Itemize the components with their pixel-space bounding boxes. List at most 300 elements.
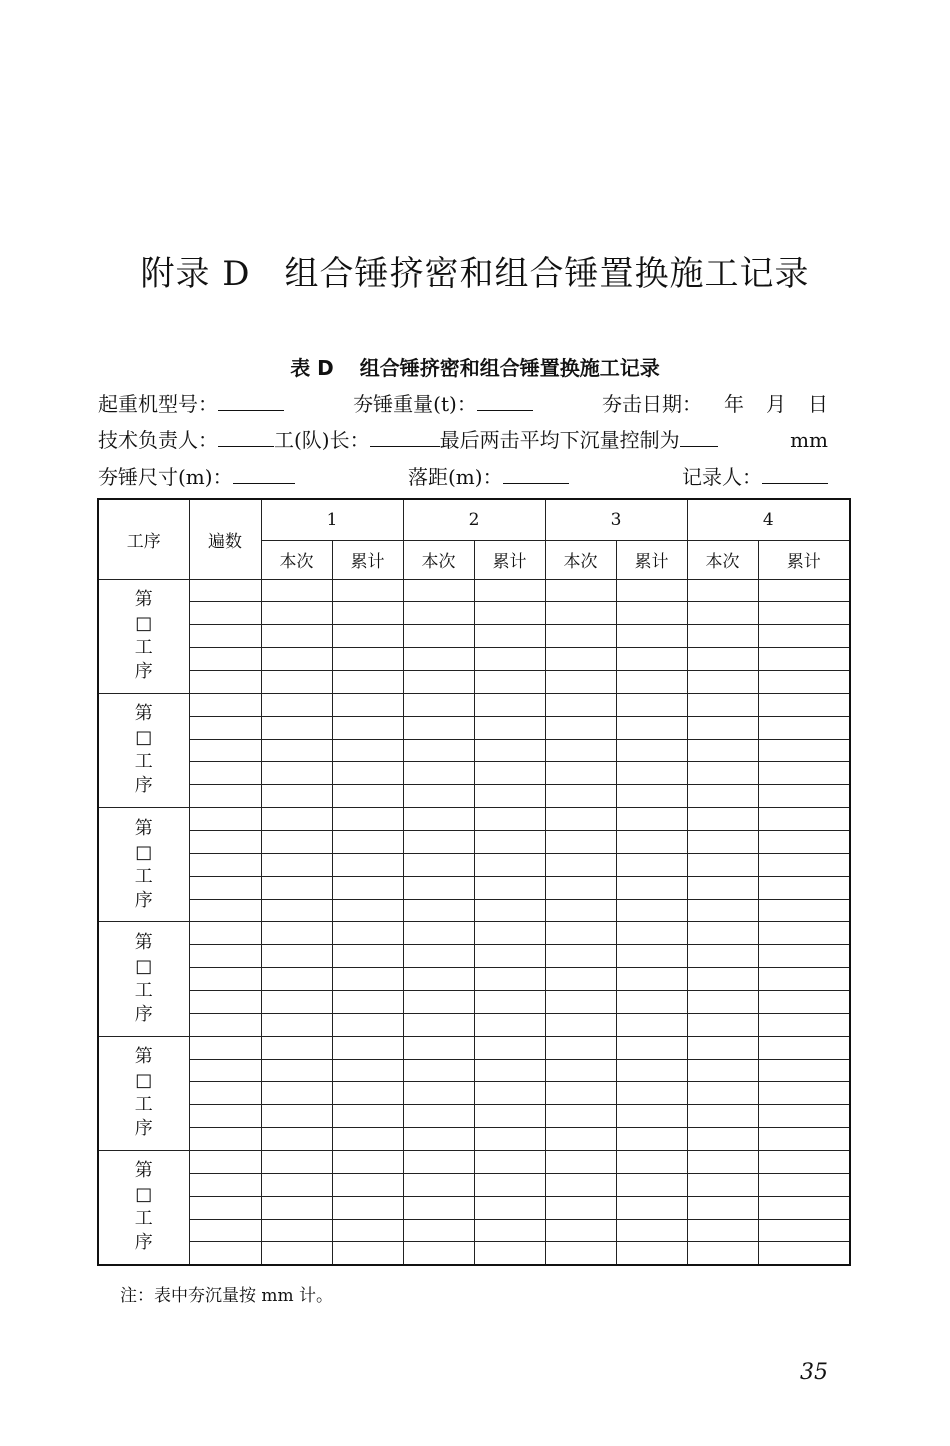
table-note: 注：表中夯沉量按 mm 计。 <box>120 1286 334 1306</box>
record-cell[interactable] <box>403 968 474 991</box>
table-row <box>98 625 850 648</box>
record-cell[interactable] <box>474 899 545 922</box>
month-label: 月 <box>766 392 786 416</box>
record-cell[interactable] <box>545 808 616 831</box>
record-cell[interactable] <box>687 922 758 945</box>
record-cell[interactable] <box>332 693 403 716</box>
record-cell[interactable] <box>758 808 850 831</box>
record-cell[interactable] <box>616 853 687 876</box>
record-cell[interactable] <box>687 762 758 785</box>
record-cell[interactable] <box>758 1013 850 1036</box>
record-cell[interactable] <box>261 1059 332 1082</box>
record-cell[interactable] <box>758 899 850 922</box>
record-cell[interactable] <box>474 670 545 693</box>
record-cell[interactable] <box>261 1013 332 1036</box>
record-cell[interactable] <box>687 739 758 762</box>
record-cell[interactable] <box>403 579 474 602</box>
record-cell[interactable] <box>474 739 545 762</box>
record-cell[interactable] <box>616 579 687 602</box>
record-cell[interactable] <box>261 739 332 762</box>
record-cell[interactable] <box>545 853 616 876</box>
record-cell[interactable] <box>332 1059 403 1082</box>
settlement-control-label: 最后两击平均下沉量控制为 <box>439 428 680 452</box>
record-cell[interactable] <box>403 785 474 808</box>
record-cell[interactable] <box>616 1173 687 1196</box>
record-cell[interactable] <box>758 739 850 762</box>
record-cell[interactable] <box>189 785 261 808</box>
recorder-blank[interactable] <box>762 482 828 484</box>
record-cell[interactable] <box>545 1059 616 1082</box>
record-cell[interactable] <box>758 1128 850 1151</box>
record-cell[interactable] <box>403 1219 474 1242</box>
record-cell[interactable] <box>687 830 758 853</box>
record-cell[interactable] <box>189 716 261 739</box>
record-cell[interactable] <box>261 670 332 693</box>
record-cell[interactable] <box>261 1196 332 1219</box>
record-cell[interactable] <box>332 579 403 602</box>
table-row <box>98 922 850 945</box>
record-cell[interactable] <box>758 1173 850 1196</box>
record-cell[interactable] <box>616 945 687 968</box>
record-cell[interactable] <box>261 1242 332 1265</box>
record-cell[interactable] <box>261 785 332 808</box>
table-row <box>98 1059 850 1082</box>
record-cell[interactable] <box>332 762 403 785</box>
record-cell[interactable] <box>474 602 545 625</box>
record-cell[interactable] <box>687 785 758 808</box>
record-cell[interactable] <box>758 830 850 853</box>
table-row <box>98 1082 850 1105</box>
record-cell[interactable] <box>189 1059 261 1082</box>
record-cell[interactable] <box>616 830 687 853</box>
record-cell[interactable] <box>332 1150 403 1173</box>
record-cell[interactable] <box>474 785 545 808</box>
record-cell[interactable] <box>474 716 545 739</box>
record-cell[interactable] <box>474 922 545 945</box>
record-cell[interactable] <box>189 602 261 625</box>
record-cell[interactable] <box>261 968 332 991</box>
record-cell[interactable] <box>545 1242 616 1265</box>
record-cell[interactable] <box>474 1059 545 1082</box>
record-cell[interactable] <box>261 1150 332 1173</box>
record-cell[interactable] <box>616 1036 687 1059</box>
record-cell[interactable] <box>687 1150 758 1173</box>
record-cell[interactable] <box>403 762 474 785</box>
record-cell[interactable] <box>474 1128 545 1151</box>
record-cell[interactable] <box>545 1173 616 1196</box>
record-cell[interactable] <box>261 808 332 831</box>
record-cell[interactable] <box>687 1059 758 1082</box>
record-cell[interactable] <box>616 739 687 762</box>
record-cell[interactable] <box>474 876 545 899</box>
record-cell[interactable] <box>758 670 850 693</box>
record-cell[interactable] <box>403 1013 474 1036</box>
record-cell[interactable] <box>474 808 545 831</box>
record-cell[interactable] <box>545 762 616 785</box>
record-cell[interactable] <box>189 693 261 716</box>
record-cell[interactable] <box>545 968 616 991</box>
record-cell[interactable] <box>687 1196 758 1219</box>
record-cell[interactable] <box>474 968 545 991</box>
record-cell[interactable] <box>687 968 758 991</box>
record-cell[interactable] <box>189 739 261 762</box>
record-cell[interactable] <box>687 899 758 922</box>
record-cell[interactable] <box>189 830 261 853</box>
record-cell[interactable] <box>758 716 850 739</box>
record-cell[interactable] <box>545 876 616 899</box>
record-cell[interactable] <box>474 990 545 1013</box>
record-cell[interactable] <box>545 1128 616 1151</box>
record-cell[interactable] <box>687 1242 758 1265</box>
record-cell[interactable] <box>545 739 616 762</box>
record-cell[interactable] <box>189 1173 261 1196</box>
record-cell[interactable] <box>332 670 403 693</box>
record-cell[interactable] <box>332 602 403 625</box>
record-cell[interactable] <box>261 945 332 968</box>
record-cell[interactable] <box>687 990 758 1013</box>
record-cell[interactable] <box>261 648 332 671</box>
stage-label-char: 第 <box>134 932 153 954</box>
record-cell[interactable] <box>687 716 758 739</box>
record-cell[interactable] <box>616 1082 687 1105</box>
record-cell[interactable] <box>261 693 332 716</box>
record-cell[interactable] <box>758 945 850 968</box>
record-cell[interactable] <box>474 648 545 671</box>
record-cell[interactable] <box>687 876 758 899</box>
record-cell[interactable] <box>403 808 474 831</box>
record-cell[interactable] <box>545 1082 616 1105</box>
record-cell[interactable] <box>189 990 261 1013</box>
record-cell[interactable] <box>474 1013 545 1036</box>
record-cell[interactable] <box>616 1196 687 1219</box>
record-cell[interactable] <box>474 1242 545 1265</box>
record-cell[interactable] <box>189 968 261 991</box>
record-cell[interactable] <box>545 1196 616 1219</box>
record-cell[interactable] <box>332 945 403 968</box>
record-cell[interactable] <box>189 876 261 899</box>
record-cell[interactable] <box>687 693 758 716</box>
record-cell[interactable] <box>332 1219 403 1242</box>
record-cell[interactable] <box>261 990 332 1013</box>
record-cell[interactable] <box>261 762 332 785</box>
record-cell[interactable] <box>474 1082 545 1105</box>
record-cell[interactable] <box>332 1036 403 1059</box>
record-cell[interactable] <box>616 693 687 716</box>
record-cell[interactable] <box>403 693 474 716</box>
hammer-weight-blank[interactable] <box>477 409 533 411</box>
tech-lead-blank[interactable] <box>218 445 274 447</box>
record-cell[interactable] <box>616 1150 687 1173</box>
record-cell[interactable] <box>332 739 403 762</box>
record-cell[interactable] <box>545 990 616 1013</box>
record-cell[interactable] <box>616 670 687 693</box>
record-cell[interactable] <box>261 922 332 945</box>
record-cell[interactable] <box>758 1105 850 1128</box>
stage-label-cell <box>98 693 189 807</box>
record-cell[interactable] <box>687 648 758 671</box>
stage-label-char: 工 <box>134 865 153 887</box>
record-cell[interactable] <box>261 1105 332 1128</box>
record-cell[interactable] <box>474 1219 545 1242</box>
record-cell[interactable] <box>261 1036 332 1059</box>
table-row <box>98 762 850 785</box>
record-cell[interactable] <box>332 830 403 853</box>
record-cell[interactable] <box>687 602 758 625</box>
record-cell[interactable] <box>758 853 850 876</box>
record-cell[interactable] <box>545 602 616 625</box>
record-cell[interactable] <box>403 1173 474 1196</box>
record-cell[interactable] <box>687 1173 758 1196</box>
record-cell[interactable] <box>261 1219 332 1242</box>
record-cell[interactable] <box>332 1105 403 1128</box>
record-cell[interactable] <box>616 1105 687 1128</box>
record-cell[interactable] <box>758 876 850 899</box>
record-cell[interactable] <box>189 922 261 945</box>
record-cell[interactable] <box>403 670 474 693</box>
record-cell[interactable] <box>332 1173 403 1196</box>
record-cell[interactable] <box>474 853 545 876</box>
record-cell[interactable] <box>261 579 332 602</box>
record-cell[interactable] <box>545 830 616 853</box>
record-cell[interactable] <box>261 899 332 922</box>
record-cell[interactable] <box>332 899 403 922</box>
record-cell[interactable] <box>616 1242 687 1265</box>
record-cell[interactable] <box>687 945 758 968</box>
record-cell[interactable] <box>189 1082 261 1105</box>
crane-model-blank[interactable] <box>218 409 284 411</box>
record-cell[interactable] <box>545 1219 616 1242</box>
record-cell[interactable] <box>474 1105 545 1128</box>
record-cell[interactable] <box>545 693 616 716</box>
record-cell[interactable] <box>403 830 474 853</box>
record-cell[interactable] <box>758 625 850 648</box>
stage-label-char: 工 <box>134 637 153 659</box>
record-cell[interactable] <box>687 625 758 648</box>
record-cell[interactable] <box>474 945 545 968</box>
record-cell[interactable] <box>616 602 687 625</box>
record-cell[interactable] <box>616 1128 687 1151</box>
stage-label-char: 第 <box>134 1046 153 1068</box>
record-cell[interactable] <box>616 625 687 648</box>
record-cell[interactable] <box>616 876 687 899</box>
header-cumulative: 累计 <box>474 540 545 579</box>
record-cell[interactable] <box>261 625 332 648</box>
record-cell[interactable] <box>403 716 474 739</box>
record-cell[interactable] <box>758 922 850 945</box>
record-cell[interactable] <box>758 1219 850 1242</box>
record-cell[interactable] <box>687 1013 758 1036</box>
record-cell[interactable] <box>616 762 687 785</box>
record-cell[interactable] <box>758 785 850 808</box>
record-cell[interactable] <box>189 1013 261 1036</box>
record-cell[interactable] <box>189 945 261 968</box>
drop-distance-blank[interactable] <box>503 482 569 484</box>
record-cell[interactable] <box>616 716 687 739</box>
table-row <box>98 876 850 899</box>
record-cell[interactable] <box>616 968 687 991</box>
record-cell[interactable] <box>403 922 474 945</box>
record-cell[interactable] <box>616 648 687 671</box>
record-cell[interactable] <box>545 945 616 968</box>
record-cell[interactable] <box>403 1105 474 1128</box>
record-cell[interactable] <box>758 762 850 785</box>
record-cell[interactable] <box>474 830 545 853</box>
record-cell[interactable] <box>261 1173 332 1196</box>
record-cell[interactable] <box>189 579 261 602</box>
record-cell[interactable] <box>189 648 261 671</box>
record-cell[interactable] <box>403 1082 474 1105</box>
record-cell[interactable] <box>403 648 474 671</box>
record-cell[interactable] <box>332 716 403 739</box>
record-cell[interactable] <box>758 1150 850 1173</box>
record-cell[interactable] <box>758 1082 850 1105</box>
record-cell[interactable] <box>474 579 545 602</box>
record-cell[interactable] <box>545 1036 616 1059</box>
record-cell[interactable] <box>758 602 850 625</box>
record-cell[interactable] <box>616 1219 687 1242</box>
record-cell[interactable] <box>474 693 545 716</box>
record-cell[interactable] <box>545 1150 616 1173</box>
record-cell[interactable] <box>189 808 261 831</box>
header-stage: 工序 <box>98 499 189 579</box>
record-cell[interactable] <box>189 1242 261 1265</box>
record-cell[interactable] <box>189 625 261 648</box>
record-cell[interactable] <box>474 762 545 785</box>
team-lead-blank[interactable] <box>370 445 440 447</box>
record-cell[interactable] <box>189 853 261 876</box>
record-cell[interactable] <box>687 1128 758 1151</box>
record-cell[interactable] <box>403 1128 474 1151</box>
record-cell[interactable] <box>403 876 474 899</box>
record-cell[interactable] <box>545 1013 616 1036</box>
info-line-3 <box>98 461 828 490</box>
record-cell[interactable] <box>474 1173 545 1196</box>
record-cell[interactable] <box>403 625 474 648</box>
record-cell[interactable] <box>189 1150 261 1173</box>
record-cell[interactable] <box>332 1013 403 1036</box>
table-row <box>98 1128 850 1151</box>
record-cell[interactable] <box>332 1242 403 1265</box>
record-cell[interactable] <box>474 1150 545 1173</box>
settlement-control-blank[interactable] <box>680 445 718 447</box>
record-cell[interactable] <box>545 1105 616 1128</box>
record-cell[interactable] <box>332 853 403 876</box>
record-cell[interactable] <box>687 579 758 602</box>
record-cell[interactable] <box>189 1219 261 1242</box>
record-cell[interactable] <box>758 990 850 1013</box>
record-cell[interactable] <box>687 1082 758 1105</box>
record-cell[interactable] <box>189 1105 261 1128</box>
record-cell[interactable] <box>758 648 850 671</box>
record-cell[interactable] <box>403 1059 474 1082</box>
record-cell[interactable] <box>687 808 758 831</box>
record-cell[interactable] <box>545 579 616 602</box>
record-cell[interactable] <box>545 785 616 808</box>
record-cell[interactable] <box>403 1196 474 1219</box>
record-cell[interactable] <box>474 625 545 648</box>
record-cell[interactable] <box>616 1013 687 1036</box>
record-cell[interactable] <box>332 785 403 808</box>
record-cell[interactable] <box>189 899 261 922</box>
record-cell[interactable] <box>758 1059 850 1082</box>
record-cell[interactable] <box>332 648 403 671</box>
record-cell[interactable] <box>758 1242 850 1265</box>
record-cell[interactable] <box>332 625 403 648</box>
stage-label-char: □ <box>135 956 153 978</box>
record-cell[interactable] <box>261 876 332 899</box>
record-cell[interactable] <box>616 785 687 808</box>
record-cell[interactable] <box>545 625 616 648</box>
record-cell[interactable] <box>189 1128 261 1151</box>
table-row <box>98 968 850 991</box>
record-cell[interactable] <box>403 1150 474 1173</box>
record-cell[interactable] <box>403 899 474 922</box>
record-cell[interactable] <box>261 830 332 853</box>
record-cell[interactable] <box>758 1036 850 1059</box>
record-cell[interactable] <box>403 853 474 876</box>
record-cell[interactable] <box>189 670 261 693</box>
record-cell[interactable] <box>261 1128 332 1151</box>
record-cell[interactable] <box>616 922 687 945</box>
record-cell[interactable] <box>616 808 687 831</box>
record-cell[interactable] <box>403 945 474 968</box>
record-cell[interactable] <box>545 922 616 945</box>
record-cell[interactable] <box>687 853 758 876</box>
record-cell[interactable] <box>332 968 403 991</box>
record-cell[interactable] <box>403 1036 474 1059</box>
record-cell[interactable] <box>332 876 403 899</box>
record-cell[interactable] <box>616 990 687 1013</box>
record-cell[interactable] <box>189 762 261 785</box>
record-cell[interactable] <box>545 899 616 922</box>
record-cell[interactable] <box>545 716 616 739</box>
record-cell[interactable] <box>403 1242 474 1265</box>
record-cell[interactable] <box>474 1036 545 1059</box>
record-cell[interactable] <box>687 1105 758 1128</box>
team-lead-label: 工(队)长： <box>274 428 370 452</box>
record-cell[interactable] <box>332 1082 403 1105</box>
record-cell[interactable] <box>687 670 758 693</box>
record-cell[interactable] <box>758 968 850 991</box>
record-cell[interactable] <box>332 922 403 945</box>
record-cell[interactable] <box>261 1082 332 1105</box>
record-cell[interactable] <box>545 648 616 671</box>
record-cell[interactable] <box>189 1036 261 1059</box>
hammer-size-blank[interactable] <box>233 482 295 484</box>
record-cell[interactable] <box>616 1059 687 1082</box>
record-cell[interactable] <box>758 1196 850 1219</box>
record-cell[interactable] <box>616 899 687 922</box>
record-cell[interactable] <box>758 693 850 716</box>
record-cell[interactable] <box>189 1196 261 1219</box>
record-cell[interactable] <box>403 739 474 762</box>
record-cell[interactable] <box>332 1196 403 1219</box>
record-cell[interactable] <box>687 1219 758 1242</box>
record-cell[interactable] <box>332 1128 403 1151</box>
record-cell[interactable] <box>758 579 850 602</box>
record-cell[interactable] <box>403 602 474 625</box>
record-cell[interactable] <box>403 990 474 1013</box>
record-cell[interactable] <box>332 990 403 1013</box>
record-cell[interactable] <box>545 670 616 693</box>
record-cell[interactable] <box>261 853 332 876</box>
table-row <box>98 853 850 876</box>
record-cell[interactable] <box>687 1036 758 1059</box>
record-cell[interactable] <box>261 602 332 625</box>
record-cell[interactable] <box>474 1196 545 1219</box>
record-cell[interactable] <box>261 716 332 739</box>
record-cell[interactable] <box>332 808 403 831</box>
